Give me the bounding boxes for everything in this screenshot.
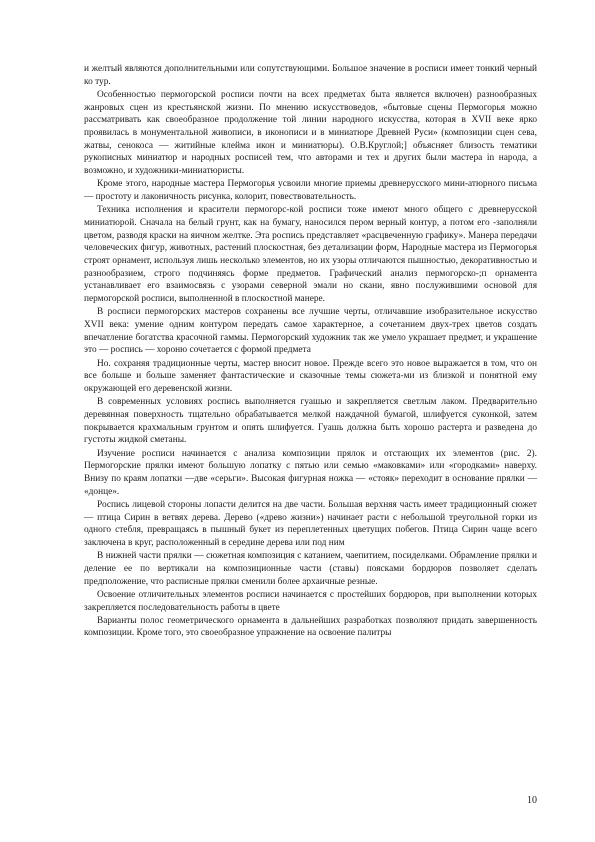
paragraph: Техника исполнения и красители пермогорс-кой росписи тоже имеют много общего с древнерусской миниатюрой. Сначала на белый грунт, как на бумагу, наносился пером верный контур, а потом его -заполняли цветом, разводя краски на яичном желтке. Эта роспись представляет «расцвеченную графику». Манера передачи человеческих фигур, животных, растений плоскостная, без детализации форм, Народные мастера из Пермогорья строят орнамент, используя лишь несколько элементов, но их узоры отличаются пышностью, декоративностью и разнообразием, строго подчиняясь форме предметов. Графический анализ пермогорско-;п орнамента устанавливает его взаимосвязь с узорами северной эмали но скани, явно послужившими основой для пермогорской росписи, выполненной в плоскостной манере. xyxy=(84,205,537,305)
paragraph: Варианты полос геометрического орнамента в дальнейших разработках позволяют придать завершенность композиции. Кроме того, это своеобразное упражнение на освоение палитры xyxy=(84,615,537,639)
body-text xyxy=(84,63,537,640)
paragraph: Но. сохраняя традиционные черты, мастер вносит новое. Прежде всего это новое выражается в том, что он все больше и больше заменяет фантастические и сказочные темы сюжета-ми из близкой и понятной ему окружающей его деревенской жизни. xyxy=(84,358,537,395)
paragraph: Изучение росписи начинается с анализа композиции прялок и отстающих их элементов (рис. 2). Пермогорские прялки имеют большую лопатку с пятью или семью «маковками» или «городками» наверху. Внизу по краям лопатки —две «серьги». Высокая фигурная ножка — «стояк» переходит в основание прялки — «донце». xyxy=(84,448,537,497)
paragraph: В нижней части прялки — сюжетная композиция с катанием, чаепитием, посиделками. Обрамление прялки и деление ее по вертикали на композиционные части (ставы) поясками бордюров позволяет сделать предположение, что расписные прялки сменили более архаичные резные. xyxy=(84,551,537,587)
paragraph: и желтый являются дополнительными или сопутствующими. Большое значение в росписи имеет тонкий черный ко тур. xyxy=(84,64,537,87)
paragraph: Кроме этого, народные мастера Пермогорья усвоили многие приемы древнерусского мини-атюрного письма — простоту и лаконичность рисунка, колорит, повествовательность. xyxy=(84,179,537,203)
paragraph: В современных условиях роспись выполняется гуашью и закрепляется светлым лаком. Предварительно деревянная поверхность тщательно обрабатывается мелкой наждачной бумагой, шлифуется суконкой, затем покрывается крахмальным грунтом и опять шлифуется. Гуашь должна быть хорошо растерта и разведена до густоты жидкой сметаны. xyxy=(84,397,537,446)
paragraph: Освоение отличительных элементов росписи начинается с простейших бордюров, при выполнении которых закрепляется последовательность работы в цвете xyxy=(84,589,537,613)
page-number: 10 xyxy=(527,795,537,806)
paragraph: Особенностью пермогорской росписи почти на всех предметах быта является включен) разнообразных жанровых сцен из крестьянской жизни. По мнению искусствоведов, «бытовые сцены Пермогорья можно рассматривать как своеобразное продолжение той линии народного искусства, которая в XVII веке ярко проявилась в монументальной живописи, в иконописи и в миниатюре Древней Руси» (композиции сцен сева, жатвы, сенокоса — житийные клейма икон и миниатюры). О.В.Круглой;] объясняет близость тематики рукописных миниатюр и народных росписей тем, что авторами и тех и других были мастера in народа, а возможно, и художники-миниатюристы. xyxy=(84,89,537,177)
paragraph: В росписи пермогорских мастеров сохранены все лучшие черты, отличавшие изобразительное искусство XVII века: умение одним контуром передать самое характерное, а сочетанием двух-трех цветов создать впечатление богатства красочной гаммы. Пермогорский художник так же умело украшает предмет, и украшение это — роспись — хороню сочетается с формой предмета xyxy=(84,307,537,356)
paragraph: Роспись лицевой стороны лопасти делится на две части. Большая верхняя часть имеет традиционный сюжет — птица Сирин в ветвях дерева. Дерево («древо жизни») начинает расти с небольшой треугольной горки из одного стебля, превращаясь в пышный букет из переплетенных цветущих побегов. Птица Сирин чаще всего заключена в круг, расположенный в середине дерева или под ним xyxy=(84,499,537,549)
